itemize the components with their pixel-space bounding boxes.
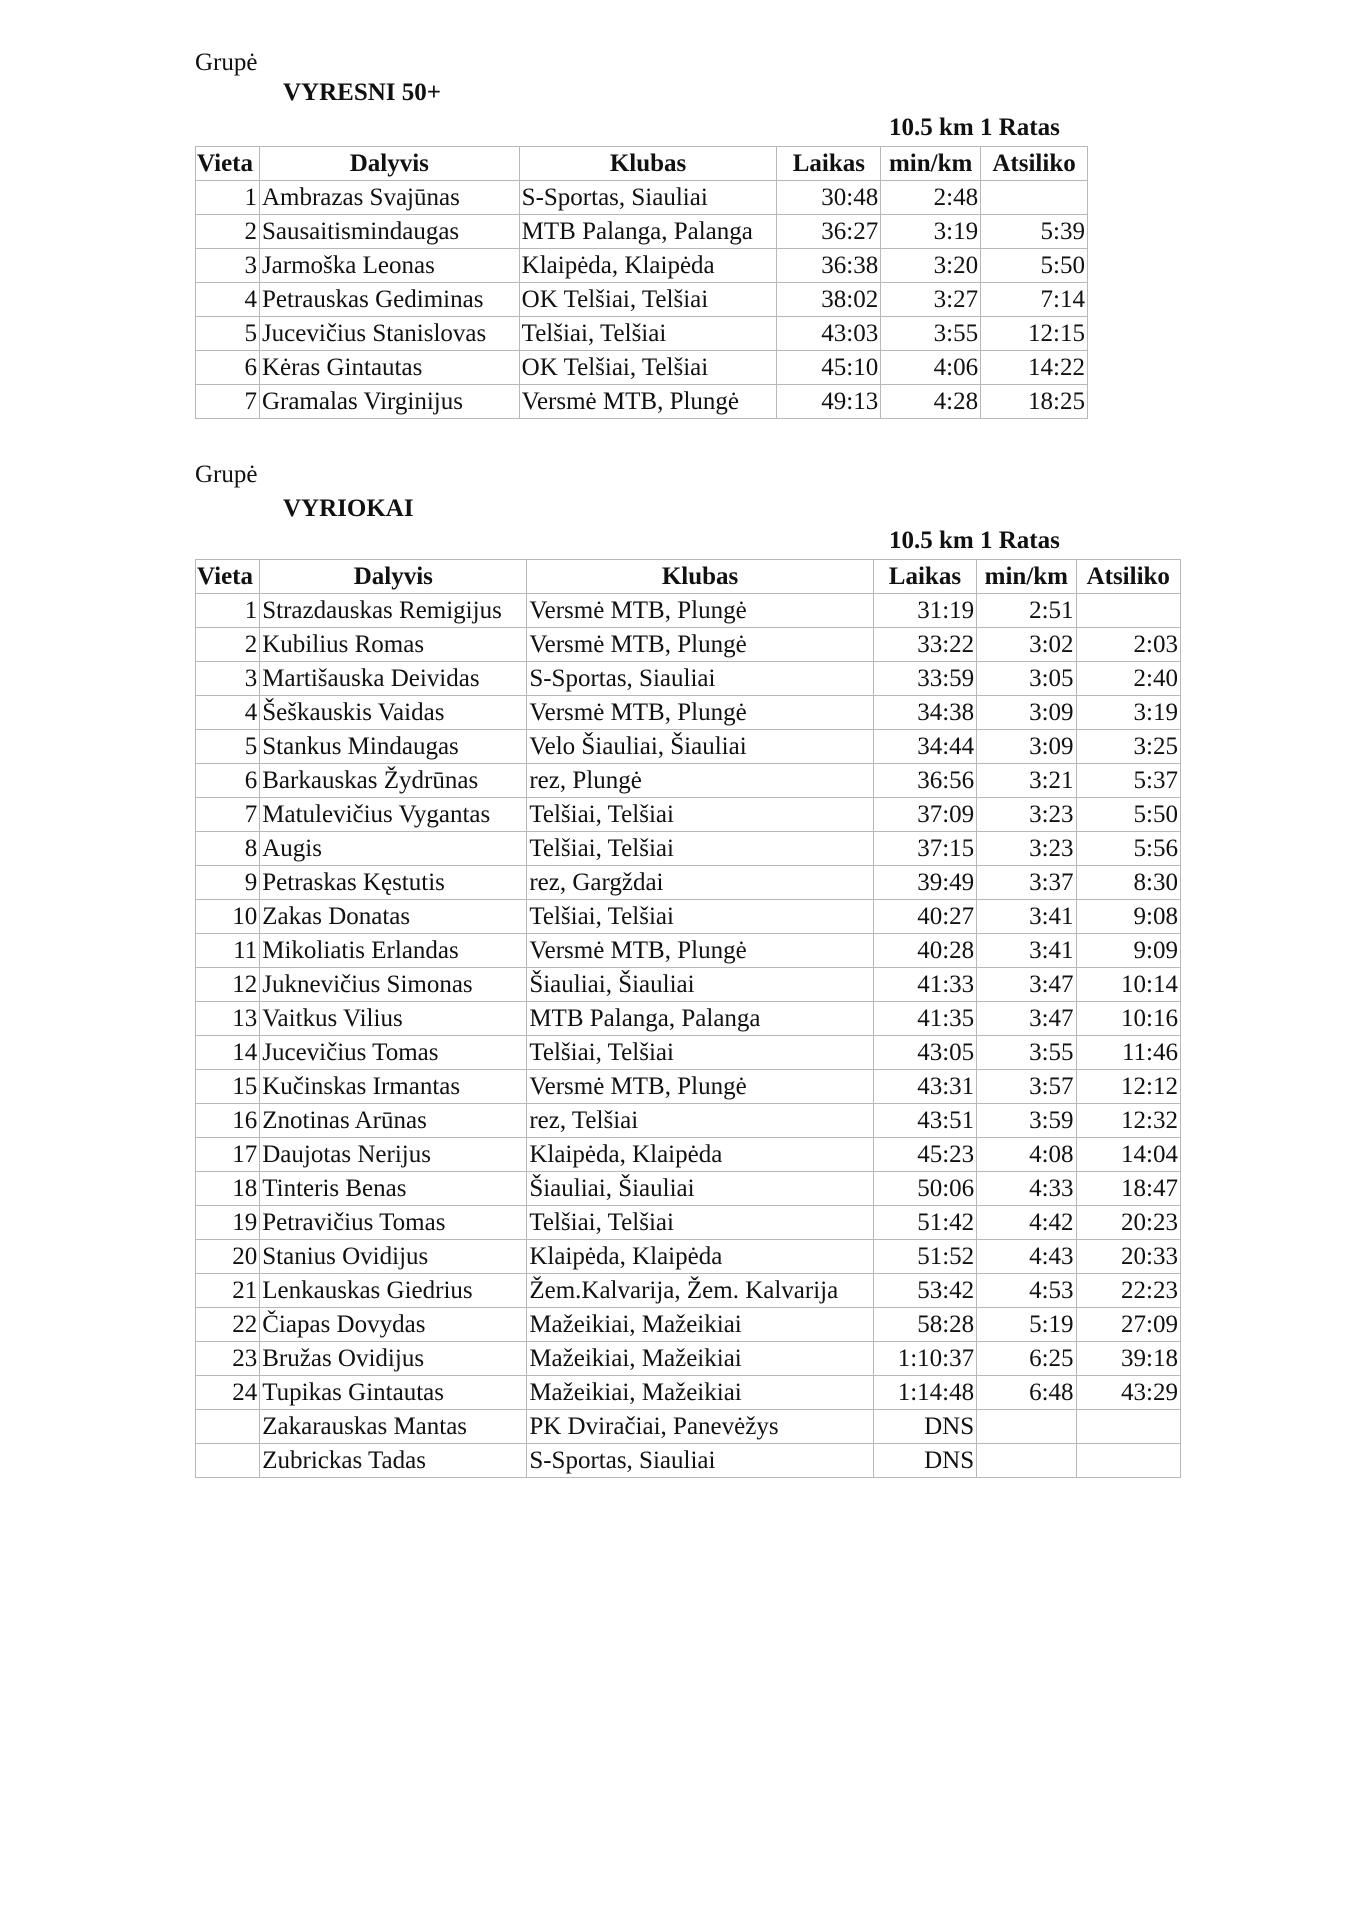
cell-place: 2 [196, 215, 260, 249]
cell-club: Telšiai, Telšiai [527, 1206, 873, 1240]
cell-club: S-Sportas, Siauliai [519, 181, 777, 215]
cell-place: 13 [196, 1002, 260, 1036]
header-klubas: Klubas [527, 560, 873, 594]
header-atsiliko: Atsiliko [981, 147, 1088, 181]
cell-time: 36:38 [777, 249, 881, 283]
cell-club: Versmė MTB, Plungė [527, 696, 873, 730]
cell-time: 36:56 [873, 764, 976, 798]
cell-time: 38:02 [777, 283, 881, 317]
cell-gap: 9:08 [1076, 900, 1180, 934]
cell-name: Lenkauskas Giedrius [260, 1274, 527, 1308]
cell-place: 23 [196, 1342, 260, 1376]
cell-pace: 4:33 [977, 1172, 1076, 1206]
cell-name: Martišauska Deividas [260, 662, 527, 696]
cell-place: 15 [196, 1070, 260, 1104]
table-row [196, 696, 1181, 730]
table-row [196, 934, 1181, 968]
cell-gap: 5:37 [1076, 764, 1180, 798]
cell-gap: 2:40 [1076, 662, 1180, 696]
cell-place: 1 [196, 181, 260, 215]
table-row [196, 1240, 1181, 1274]
cell-club: rez, Plungė [527, 764, 873, 798]
cell-place: 4 [196, 283, 260, 317]
cell-club: rez, Gargždai [527, 866, 873, 900]
table-row [196, 798, 1181, 832]
cell-club: MTB Palanga, Palanga [519, 215, 777, 249]
cell-time: 43:31 [873, 1070, 976, 1104]
cell-pace: 3:47 [977, 1002, 1076, 1036]
cell-gap: 2:03 [1076, 628, 1180, 662]
cell-club: Versmė MTB, Plungė [527, 594, 873, 628]
cell-club: Velo Šiauliai, Šiauliai [527, 730, 873, 764]
cell-pace: 6:25 [977, 1342, 1076, 1376]
cell-time: 37:15 [873, 832, 976, 866]
cell-place: 20 [196, 1240, 260, 1274]
cell-name: Stanius Ovidijus [260, 1240, 527, 1274]
table-row [196, 866, 1181, 900]
cell-place [196, 1410, 260, 1444]
cell-pace: 3:23 [977, 798, 1076, 832]
cell-gap: 20:23 [1076, 1206, 1180, 1240]
table-row [196, 764, 1181, 798]
cell-place: 6 [196, 351, 260, 385]
header-dalyvis: Dalyvis [260, 560, 527, 594]
cell-club: S-Sportas, Siauliai [527, 1444, 873, 1478]
cell-gap: 5:39 [981, 215, 1088, 249]
cell-place: 22 [196, 1308, 260, 1342]
group-name: VYRIOKAI [283, 495, 414, 522]
cell-gap: 8:30 [1076, 866, 1180, 900]
cell-place: 12 [196, 968, 260, 1002]
cell-pace: 4:06 [881, 351, 981, 385]
cell-name: Barkauskas Žydrūnas [260, 764, 527, 798]
cell-club: Mažeikiai, Mažeikiai [527, 1308, 873, 1342]
cell-name: Jucevičius Tomas [260, 1036, 527, 1070]
cell-place: 21 [196, 1274, 260, 1308]
cell-pace: 2:51 [977, 594, 1076, 628]
cell-gap: 11:46 [1076, 1036, 1180, 1070]
cell-time: 31:19 [873, 594, 976, 628]
cell-pace: 3:19 [881, 215, 981, 249]
cell-name: Stankus Mindaugas [260, 730, 527, 764]
cell-pace: 3:57 [977, 1070, 1076, 1104]
cell-gap: 20:33 [1076, 1240, 1180, 1274]
cell-name: Juknevičius Simonas [260, 968, 527, 1002]
table-row [196, 1138, 1181, 1172]
cell-name: Zakas Donatas [260, 900, 527, 934]
cell-pace: 3:05 [977, 662, 1076, 696]
cell-time: 33:59 [873, 662, 976, 696]
cell-club: Šiauliai, Šiauliai [527, 1172, 873, 1206]
results-table [195, 559, 1181, 1478]
header-klubas: Klubas [519, 147, 777, 181]
cell-time: 34:44 [873, 730, 976, 764]
table-row [196, 283, 1088, 317]
cell-name: Strazdauskas Remigijus [260, 594, 527, 628]
cell-place: 6 [196, 764, 260, 798]
table-row [196, 1036, 1181, 1070]
cell-gap: 3:19 [1076, 696, 1180, 730]
cell-place: 9 [196, 866, 260, 900]
cell-time: 41:33 [873, 968, 976, 1002]
cell-place: 5 [196, 730, 260, 764]
cell-pace: 3:09 [977, 696, 1076, 730]
cell-pace: 3:37 [977, 866, 1076, 900]
cell-name: Gramalas Virginijus [259, 385, 519, 419]
distance-label: 10.5 km 1 Ratas [889, 114, 1060, 141]
cell-place: 3 [196, 662, 260, 696]
cell-club: Telšiai, Telšiai [527, 798, 873, 832]
cell-pace: 5:19 [977, 1308, 1076, 1342]
table-row [196, 730, 1181, 764]
cell-club: PK Dviračiai, Panevėžys [527, 1410, 873, 1444]
group-name: VYRESNI 50+ [283, 79, 442, 106]
table-row [196, 1070, 1181, 1104]
cell-gap: 12:12 [1076, 1070, 1180, 1104]
table-row [196, 1410, 1181, 1444]
table-row [196, 900, 1181, 934]
cell-club: Versmė MTB, Plungė [527, 1070, 873, 1104]
cell-time: 58:28 [873, 1308, 976, 1342]
cell-pace: 3:27 [881, 283, 981, 317]
cell-pace: 3:55 [977, 1036, 1076, 1070]
cell-club: Klaipėda, Klaipėda [519, 249, 777, 283]
cell-gap: 22:23 [1076, 1274, 1180, 1308]
cell-pace: 3:23 [977, 832, 1076, 866]
cell-pace: 4:43 [977, 1240, 1076, 1274]
table-row [196, 317, 1088, 351]
cell-pace: 3:47 [977, 968, 1076, 1002]
cell-pace: 3:41 [977, 934, 1076, 968]
cell-name: Sausaitismindaugas [259, 215, 519, 249]
cell-gap: 5:56 [1076, 832, 1180, 866]
table-row [196, 1172, 1181, 1206]
cell-club: Telšiai, Telšiai [527, 832, 873, 866]
cell-pace: 6:48 [977, 1376, 1076, 1410]
cell-time: 45:10 [777, 351, 881, 385]
cell-time: 43:03 [777, 317, 881, 351]
table-row [196, 662, 1181, 696]
cell-place: 5 [196, 317, 260, 351]
cell-gap: 5:50 [1076, 798, 1180, 832]
table-row [196, 1274, 1181, 1308]
cell-time: 50:06 [873, 1172, 976, 1206]
cell-name: Jucevičius Stanislovas [259, 317, 519, 351]
table-row [196, 1308, 1181, 1342]
cell-time: DNS [873, 1444, 976, 1478]
table-header-row [196, 147, 1088, 181]
cell-club: Mažeikiai, Mažeikiai [527, 1342, 873, 1376]
header-vieta: Vieta [196, 560, 260, 594]
cell-name: Kubilius Romas [260, 628, 527, 662]
cell-club: OK Telšiai, Telšiai [519, 283, 777, 317]
cell-name: Daujotas Nerijus [260, 1138, 527, 1172]
cell-name: Vaitkus Vilius [260, 1002, 527, 1036]
cell-pace: 3:20 [881, 249, 981, 283]
table-row [196, 1444, 1181, 1478]
cell-name: Augis [260, 832, 527, 866]
group-header [195, 460, 414, 524]
cell-name: Petrauskas Gediminas [259, 283, 519, 317]
cell-club: Mažeikiai, Mažeikiai [527, 1376, 873, 1410]
cell-name: Bružas Ovidijus [260, 1342, 527, 1376]
cell-time: 51:42 [873, 1206, 976, 1240]
cell-time: 1:10:37 [873, 1342, 976, 1376]
cell-gap: 18:25 [981, 385, 1088, 419]
cell-gap [1076, 1444, 1180, 1478]
cell-club: OK Telšiai, Telšiai [519, 351, 777, 385]
cell-time: 49:13 [777, 385, 881, 419]
cell-club: Versmė MTB, Plungė [519, 385, 777, 419]
cell-gap [981, 181, 1088, 215]
cell-time: 1:14:48 [873, 1376, 976, 1410]
cell-gap: 3:25 [1076, 730, 1180, 764]
cell-name: Jarmoška Leonas [259, 249, 519, 283]
cell-club: Versmė MTB, Plungė [527, 934, 873, 968]
cell-gap: 14:04 [1076, 1138, 1180, 1172]
cell-gap: 5:50 [981, 249, 1088, 283]
cell-pace: 3:41 [977, 900, 1076, 934]
results-table [195, 146, 1088, 419]
header-vieta: Vieta [196, 147, 260, 181]
cell-place: 1 [196, 594, 260, 628]
cell-club: Šiauliai, Šiauliai [527, 968, 873, 1002]
cell-time: 43:05 [873, 1036, 976, 1070]
cell-time: 34:38 [873, 696, 976, 730]
table-row [196, 968, 1181, 1002]
cell-time: 40:28 [873, 934, 976, 968]
table-row [196, 385, 1088, 419]
group-header [195, 48, 441, 108]
table-row [196, 351, 1088, 385]
cell-club: rez, Telšiai [527, 1104, 873, 1138]
cell-name: Zubrickas Tadas [260, 1444, 527, 1478]
cell-gap: 10:16 [1076, 1002, 1180, 1036]
cell-name: Mikoliatis Erlandas [260, 934, 527, 968]
table-row [196, 628, 1181, 662]
cell-club: Telšiai, Telšiai [519, 317, 777, 351]
cell-pace [977, 1444, 1076, 1478]
cell-gap: 18:47 [1076, 1172, 1180, 1206]
cell-place: 16 [196, 1104, 260, 1138]
cell-place: 18 [196, 1172, 260, 1206]
grupe-label: Grupė [195, 49, 258, 76]
cell-gap [1076, 1410, 1180, 1444]
cell-club: Versmė MTB, Plungė [527, 628, 873, 662]
cell-place [196, 1444, 260, 1478]
cell-pace [977, 1410, 1076, 1444]
cell-name: Tupikas Gintautas [260, 1376, 527, 1410]
cell-name: Matulevičius Vygantas [260, 798, 527, 832]
cell-gap: 14:22 [981, 351, 1088, 385]
table-header-row [196, 560, 1181, 594]
cell-name: Kučinskas Irmantas [260, 1070, 527, 1104]
table-row [196, 1376, 1181, 1410]
cell-pace: 4:08 [977, 1138, 1076, 1172]
cell-name: Šeškauskis Vaidas [260, 696, 527, 730]
table-row [196, 1104, 1181, 1138]
cell-club: S-Sportas, Siauliai [527, 662, 873, 696]
header-pace: min/km [977, 560, 1076, 594]
cell-pace: 4:28 [881, 385, 981, 419]
cell-name: Petravičius Tomas [260, 1206, 527, 1240]
cell-gap [1076, 594, 1180, 628]
cell-place: 10 [196, 900, 260, 934]
cell-time: DNS [873, 1410, 976, 1444]
table-row [196, 1342, 1181, 1376]
cell-gap: 12:15 [981, 317, 1088, 351]
cell-time: 39:49 [873, 866, 976, 900]
cell-club: Telšiai, Telšiai [527, 900, 873, 934]
cell-club: Telšiai, Telšiai [527, 1036, 873, 1070]
cell-gap: 10:14 [1076, 968, 1180, 1002]
table-row [196, 1206, 1181, 1240]
cell-name: Petraskas Kęstutis [260, 866, 527, 900]
cell-place: 8 [196, 832, 260, 866]
cell-name: Tinteris Benas [260, 1172, 527, 1206]
header-laikas: Laikas [873, 560, 976, 594]
cell-gap: 12:32 [1076, 1104, 1180, 1138]
cell-name: Znotinas Arūnas [260, 1104, 527, 1138]
cell-time: 43:51 [873, 1104, 976, 1138]
distance-label: 10.5 km 1 Ratas [889, 527, 1060, 554]
cell-time: 41:35 [873, 1002, 976, 1036]
cell-gap: 9:09 [1076, 934, 1180, 968]
cell-club: MTB Palanga, Palanga [527, 1002, 873, 1036]
header-pace: min/km [881, 147, 981, 181]
cell-time: 36:27 [777, 215, 881, 249]
cell-time: 51:52 [873, 1240, 976, 1274]
cell-gap: 27:09 [1076, 1308, 1180, 1342]
cell-pace: 3:21 [977, 764, 1076, 798]
cell-name: Kėras Gintautas [259, 351, 519, 385]
cell-gap: 7:14 [981, 283, 1088, 317]
table-row [196, 215, 1088, 249]
cell-time: 40:27 [873, 900, 976, 934]
table-row [196, 832, 1181, 866]
cell-time: 53:42 [873, 1274, 976, 1308]
cell-name: Čiapas Dovydas [260, 1308, 527, 1342]
cell-name: Ambrazas Svajūnas [259, 181, 519, 215]
cell-time: 45:23 [873, 1138, 976, 1172]
cell-pace: 3:09 [977, 730, 1076, 764]
header-dalyvis: Dalyvis [259, 147, 519, 181]
cell-place: 19 [196, 1206, 260, 1240]
table-row [196, 181, 1088, 215]
cell-place: 4 [196, 696, 260, 730]
cell-place: 14 [196, 1036, 260, 1070]
cell-place: 17 [196, 1138, 260, 1172]
cell-time: 30:48 [777, 181, 881, 215]
cell-place: 3 [196, 249, 260, 283]
cell-pace: 3:55 [881, 317, 981, 351]
table-row [196, 1002, 1181, 1036]
cell-club: Klaipėda, Klaipėda [527, 1240, 873, 1274]
cell-gap: 39:18 [1076, 1342, 1180, 1376]
cell-club: Klaipėda, Klaipėda [527, 1138, 873, 1172]
cell-place: 11 [196, 934, 260, 968]
cell-place: 2 [196, 628, 260, 662]
cell-place: 7 [196, 385, 260, 419]
cell-pace: 3:59 [977, 1104, 1076, 1138]
cell-place: 24 [196, 1376, 260, 1410]
cell-place: 7 [196, 798, 260, 832]
cell-pace: 2:48 [881, 181, 981, 215]
cell-time: 37:09 [873, 798, 976, 832]
cell-time: 33:22 [873, 628, 976, 662]
grupe-label: Grupė [195, 461, 258, 488]
cell-pace: 3:02 [977, 628, 1076, 662]
cell-pace: 4:53 [977, 1274, 1076, 1308]
cell-club: Žem.Kalvarija, Žem. Kalvarija [527, 1274, 873, 1308]
header-atsiliko: Atsiliko [1076, 560, 1180, 594]
cell-pace: 4:42 [977, 1206, 1076, 1240]
cell-gap: 43:29 [1076, 1376, 1180, 1410]
header-laikas: Laikas [777, 147, 881, 181]
cell-name: Zakarauskas Mantas [260, 1410, 527, 1444]
table-row [196, 594, 1181, 628]
table-row [196, 249, 1088, 283]
